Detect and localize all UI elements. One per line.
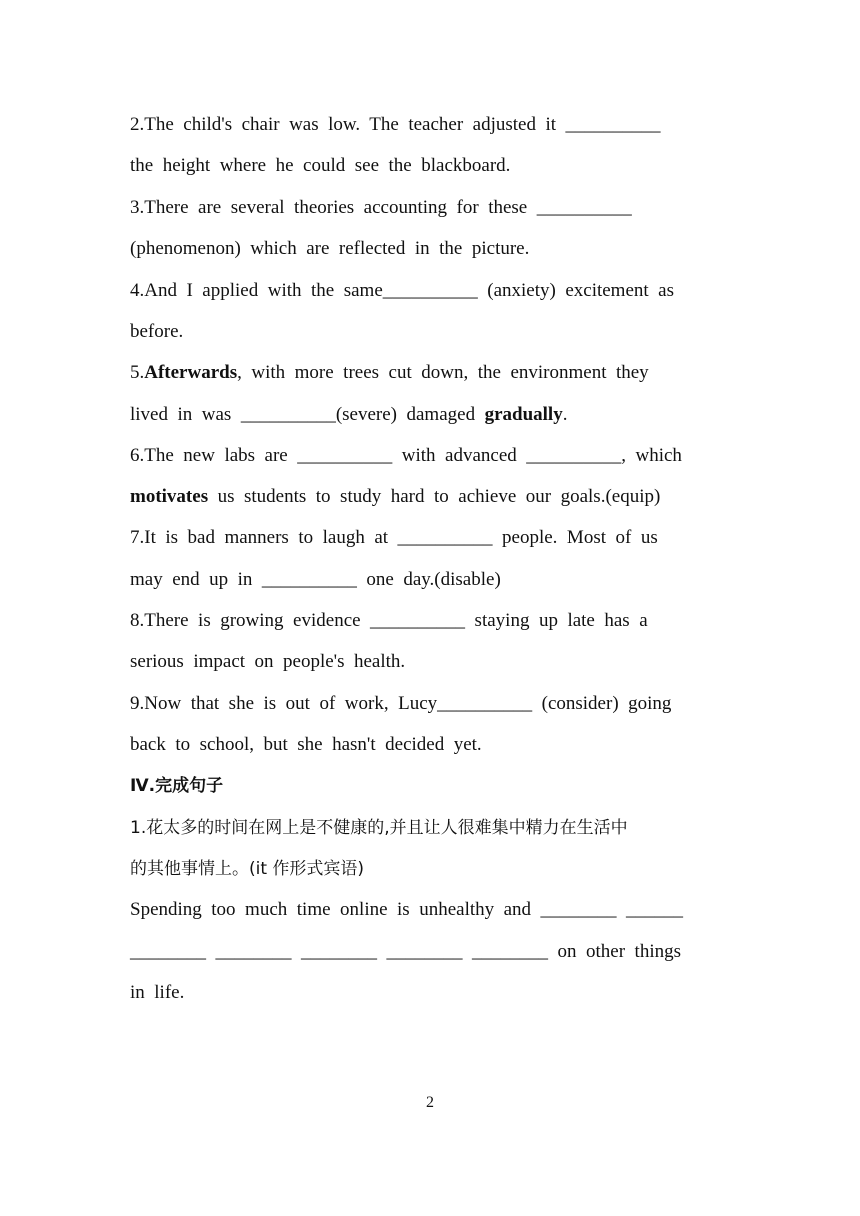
s4-q1-prompt-2: 的其他事情上。(it 作形式宾语): [130, 859, 365, 879]
section-4-heading: Ⅳ.完成句子: [130, 776, 224, 796]
q2-text-2: the height where he could see the blackboard.: [130, 155, 511, 176]
s4-q1-answer-line-1: [130, 896, 720, 924]
q2-text-1: 2.The child's chair was low. The teacher adjusted it __________: [130, 114, 661, 135]
q5-line-1: [130, 359, 720, 387]
q5-text-1: , with more trees cut down, the environment they: [237, 362, 649, 383]
q7-line-2: [130, 566, 720, 594]
q3-line-1: [130, 194, 720, 222]
s4-q1-prompt-1: 1.花太多的时间在网上是不健康的,并且让人很难集中精力在生活中: [130, 818, 628, 838]
q5-number: 5.: [130, 362, 145, 383]
q2-line-2: [130, 152, 720, 180]
q7-text-1: 7.It is bad manners to laugh at __________ people. Most of us: [130, 527, 658, 548]
s4-q1-answer-line-2: [130, 938, 720, 966]
q6-line-1: [130, 442, 720, 470]
s4-q1-answer-2: ________ ________ ________ ________ ________ on other things: [130, 941, 681, 962]
q9-line-2: [130, 731, 720, 759]
q4-line-1: [130, 277, 720, 305]
q8-text-2: serious impact on people's health.: [130, 651, 406, 672]
q4-text-1: 4.And I applied with the same__________ (anxiety) excitement as: [130, 280, 675, 301]
q3-text-1: 3.There are several theories accounting for these __________: [130, 197, 632, 218]
page-number: 2: [426, 1094, 434, 1111]
q7-text-2: may end up in __________ one day.(disable): [130, 569, 501, 590]
q5-text-2: lived in was __________(severe) damaged: [130, 404, 485, 425]
q5-text-3: .: [562, 404, 568, 425]
q6-text-2: us students to study hard to achieve our goals.(equip): [208, 486, 661, 507]
q6-line-2: [130, 483, 720, 511]
q5-line-2: [130, 401, 720, 429]
q9-text-1: 9.Now that she is out of work, Lucy__________ (consider) going: [130, 693, 672, 714]
s4-q1-answer-1: Spending too much time online is unhealthy and ________ ______: [130, 899, 684, 920]
q4-text-2: before.: [130, 321, 184, 342]
s4-q1-answer-line-3: [130, 979, 720, 1007]
q4-line-2: [130, 318, 720, 346]
q7-line-1: [130, 524, 720, 552]
q3-text-2: (phenomenon) which are reflected in the picture.: [130, 238, 530, 259]
q5-bold-word-2: gradually: [484, 404, 563, 425]
s4-q1-prompt-line-2: [130, 855, 720, 883]
q6-bold-word: motivates: [130, 486, 209, 507]
q9-text-2: back to school, but she hasn't decided yet.: [130, 734, 482, 755]
s4-q1-prompt-line-1: [130, 814, 720, 842]
q8-text-1: 8.There is growing evidence __________ staying up late has a: [130, 610, 648, 631]
q9-line-1: [130, 690, 720, 718]
q8-line-2: [130, 648, 720, 676]
q6-text-1: 6.The new labs are __________ with advanced __________, which: [130, 445, 682, 466]
q2-line-1: [130, 111, 720, 139]
section-4-heading-line: [130, 772, 720, 800]
q3-line-2: [130, 235, 720, 263]
s4-q1-answer-3: in life.: [130, 982, 185, 1003]
q5-bold-word-1: Afterwards: [144, 362, 238, 383]
q8-line-1: [130, 607, 720, 635]
